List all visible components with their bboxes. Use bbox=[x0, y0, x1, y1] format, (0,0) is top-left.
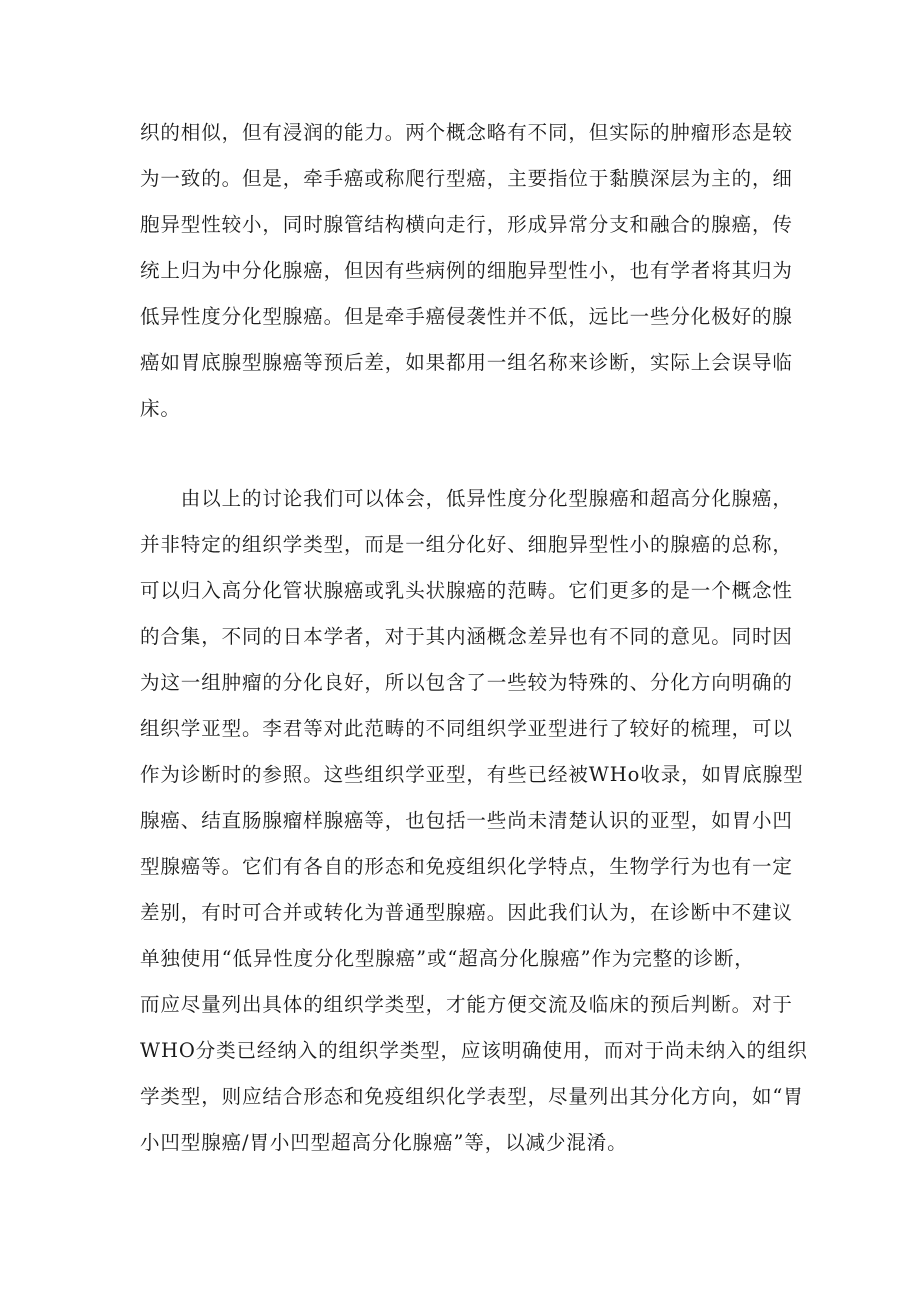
text-line: 统上归为中分化腺癌，但因有些病例的细胞异型性小，也有学者将其归为 bbox=[140, 259, 793, 282]
text-line: 而应尽量列出具体的组织学类型，才能方便交流及临床的预后判断。对于 bbox=[140, 993, 793, 1016]
text-line: 为这一组肿瘤的分化良好，所以包含了一些较为特殊的、分化方向明确的 bbox=[140, 671, 793, 694]
text-line: 并非特定的组织学类型，而是一组分化好、细胞异型性小的腺癌的总称， bbox=[140, 533, 793, 556]
text-line: 差别，有时可合并或转化为普通型腺癌。因此我们认为，在诊断中不建议 bbox=[140, 901, 793, 924]
text-line: 小凹型腺癌/胃小凹型超高分化腺癌”等，以减少混淆。 bbox=[140, 1131, 628, 1154]
text-line: 癌如胃底腺型腺癌等预后差，如果都用一组名称来诊断，实际上会误导临 bbox=[140, 351, 793, 374]
paragraph-2 bbox=[140, 476, 808, 1166]
text-line: 低异性度分化型腺癌。但是牵手癌侵袭性并不低，远比一些分化极好的腺 bbox=[140, 305, 793, 328]
text-line: 由以上的讨论我们可以体会，低异性度分化型腺癌和超高分化腺癌， bbox=[140, 487, 793, 510]
text-line: 单独使用“低异性度分化型腺癌”或“超高分化腺癌”作为完整的诊断， bbox=[140, 947, 755, 970]
text-line: 学类型，则应结合形态和免疫组织化学表型，尽量列出其分化方向，如“胃 bbox=[140, 1085, 804, 1108]
text-line: 组织学亚型。李君等对此范畴的不同组织学亚型进行了较好的梳理，可以 bbox=[140, 717, 793, 740]
text-line: 可以归入高分化管状腺癌或乳头状腺癌的范畴。它们更多的是一个概念性 bbox=[140, 579, 793, 602]
text-line: 织的相似，但有浸润的能力。两个概念略有不同，但实际的肿瘤形态是较 bbox=[140, 121, 793, 144]
text-line: 为一致的。但是，牵手癌或称爬行型癌，主要指位于黏膜深层为主的，细 bbox=[140, 167, 793, 190]
text-line: 的合集，不同的日本学者，对于其内涵概念差异也有不同的意见。同时因 bbox=[140, 625, 793, 648]
paragraph-1 bbox=[140, 110, 793, 432]
text-line: 型腺癌等。它们有各自的形态和免疫组织化学特点，生物学行为也有一定 bbox=[140, 855, 793, 878]
text-line: 腺癌、结直肠腺瘤样腺癌等，也包括一些尚未清楚认识的亚型，如胃小凹 bbox=[140, 809, 793, 832]
text-line: 胞异型性较小，同时腺管结构横向走行，形成异常分支和融合的腺癌，传 bbox=[140, 213, 793, 236]
text-line: WHO分类已经纳入的组织学类型，应该明确使用，而对于尚未纳入的组织 bbox=[140, 1039, 808, 1062]
text-line: 作为诊断时的参照。这些组织学亚型，有些已经被WHo收录，如胃底腺型 bbox=[140, 763, 804, 786]
text-line: 床。 bbox=[140, 397, 181, 420]
